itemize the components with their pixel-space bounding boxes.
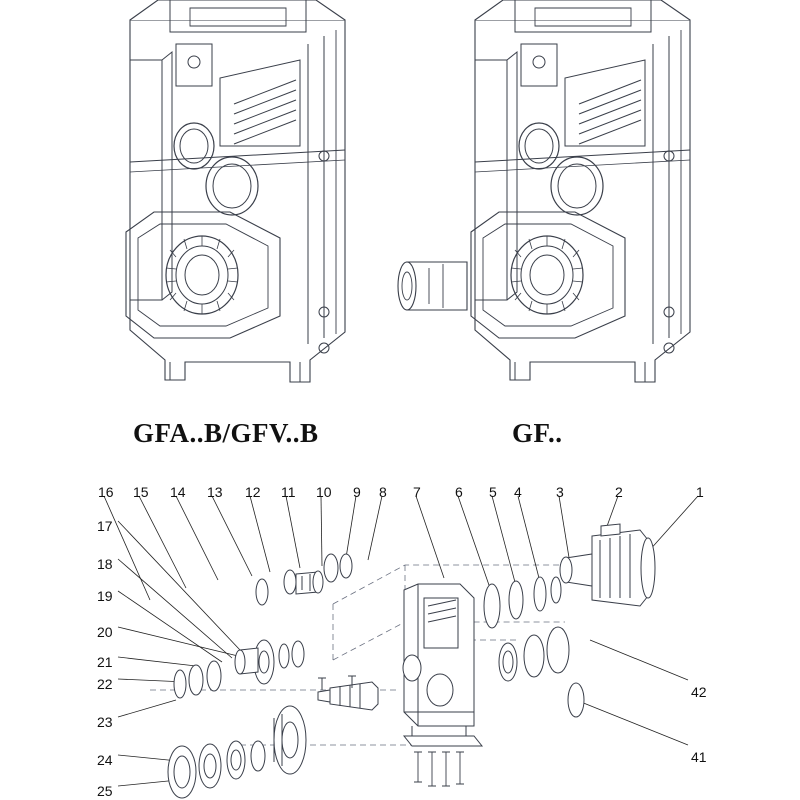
callout-top-16: 16	[98, 484, 114, 500]
callout-top-4: 4	[514, 484, 522, 500]
callout-top-12: 12	[245, 484, 261, 500]
callout-top-7: 7	[413, 484, 421, 500]
callout-top-10: 10	[316, 484, 332, 500]
output-shaft	[398, 262, 467, 310]
callout-top-14: 14	[170, 484, 186, 500]
callout-top-1: 1	[696, 484, 704, 500]
figure-caption-left: GFA..B/GFV..B	[133, 418, 319, 448]
callout-top-6: 6	[455, 484, 463, 500]
callout-left-20: 20	[97, 624, 113, 640]
callout-top-15: 15	[133, 484, 149, 500]
figure-gf	[398, 0, 690, 382]
figure-gfa-gfv	[126, 0, 345, 382]
callout-right-42: 42	[691, 684, 707, 700]
callout-left-21: 21	[97, 654, 113, 670]
figure-caption-right: GF..	[512, 418, 563, 448]
callout-right-41: 41	[691, 749, 707, 765]
callout-left-23: 23	[97, 714, 113, 730]
exploded-assembly	[104, 496, 698, 798]
callout-left-19: 19	[97, 588, 113, 604]
callout-top-11: 11	[281, 484, 296, 500]
callout-top-13: 13	[207, 484, 223, 500]
callout-left-18: 18	[97, 556, 113, 572]
callout-left-17: 17	[97, 518, 113, 534]
callout-left-25: 25	[97, 783, 113, 799]
callout-top-9: 9	[353, 484, 361, 500]
callout-top-5: 5	[489, 484, 497, 500]
callout-top-2: 2	[615, 484, 623, 500]
callout-left-22: 22	[97, 676, 113, 692]
callout-top-3: 3	[556, 484, 564, 500]
callout-top-8: 8	[379, 484, 387, 500]
callout-left-24: 24	[97, 752, 113, 768]
